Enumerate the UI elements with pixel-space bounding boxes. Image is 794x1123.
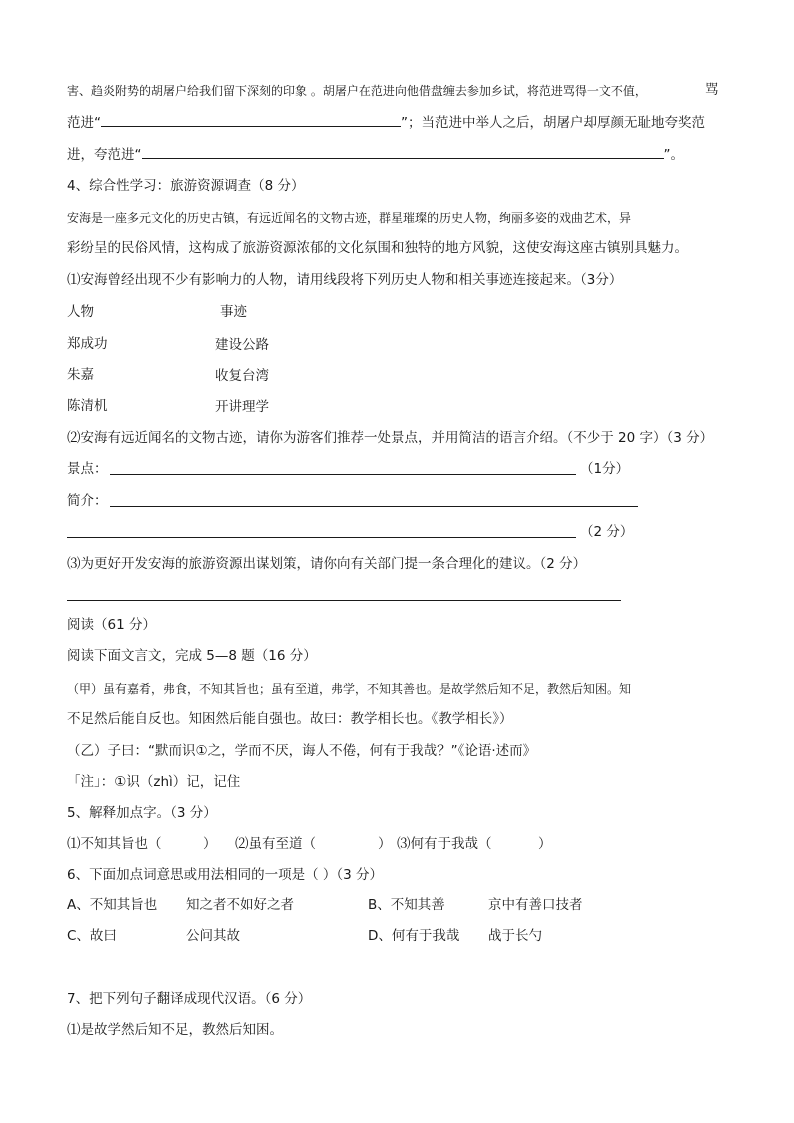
intro-label: 简介： [67,493,108,509]
q5-item-2: ⑵虽有至道（ [235,836,316,852]
q6-option-a[interactable]: A、不知其旨也 [67,897,158,913]
suggestion-answer-line[interactable] [67,600,621,601]
reading-instruction: 阅读下面文言文，完成 5—8 题（16 分） [67,648,317,664]
q6-option-d-example: 战于长勺 [488,928,542,944]
question-4-intro: 彩纷呈的民俗风情，这构成了旅游资源浓郁的文化氛围和独特的地方风貌，这使安海这座古镇别具魅力。 [67,240,688,256]
passage-yi: （乙）子曰：“默而识①之，学而不厌，诲人不倦，何有于我哉？”《论语·述而》 [67,743,537,759]
question-7-sub-1: ⑴是故学然后知不足，教然后知困。 [67,1022,283,1038]
answer-blank[interactable] [101,113,401,127]
answer-blank[interactable] [142,145,664,159]
text-line [67,82,647,100]
spot-answer-line[interactable] [110,474,576,475]
question-7-title: 7、把下列句子翻译成现代汉语。（6 分） [67,991,312,1007]
q6-option-d[interactable]: D、何有于我哉 [368,928,460,944]
intro-answer-line[interactable] [67,537,576,538]
question-5-title: 5、解释加点字。（3 分） [67,805,217,821]
text-fragment: 骂 [705,82,719,98]
q6-option-a-example: 知之者不如好之者 [186,897,294,913]
hu-tuhu-text: 害、趋炎附势的胡屠户给我们留下深刻的印象 。胡屠户在范进向他借盘缠去参加乡试，将范进骂得一文不值， [67,84,647,98]
q5-item-1-close: ） [203,836,217,852]
q5-item-1: ⑴不知其旨也（ [67,836,162,852]
spot-score: （1分） [580,461,630,477]
q5-item-2-close: ） [378,836,392,852]
question-4-sub-2: ⑵安海有远近闻名的文物古迹，请你为游客们推荐一处景点，并用简洁的语言介绍。（不少于 20 字）（3 分） [67,430,714,446]
person-item[interactable]: 陈清机 [67,398,108,414]
intro-answer-line[interactable] [110,506,638,507]
person-item[interactable]: 郑成功 [67,336,108,352]
q5-item-3-close: ） [538,836,552,852]
column-deed-header: 事迹 [220,304,247,320]
deed-item[interactable]: 开讲理学 [215,399,269,415]
q6-option-c[interactable]: C、故曰 [67,928,117,944]
passage-jia: （甲）虽有嘉肴，弗食，不知其旨也；虽有至道，弗学，不知其善也。是故学然后知不足，教然后知困。知 [67,682,632,696]
spot-label: 景点： [67,461,108,477]
reading-section-title: 阅读（61 分） [67,617,156,633]
question-6-title: 6、下面加点词意思或用法相同的一项是（ ）（3 分） [67,867,384,883]
question-4-sub-1: ⑴安海曾经出现不少有影响力的人物，请用线段将下列历史人物和相关事迹连接起来。（3分） [67,272,623,288]
intro-score: （2 分） [580,524,634,540]
text-line: 进，夸范进“ ”。 [67,147,684,163]
passage-note: 「注」：①识（zhì）记，记住 [67,774,241,790]
q5-item-3: ⑶何有于我哉（ [397,836,492,852]
q6-option-c-example: 公问其故 [186,928,240,944]
passage-jia: 不足然后能自反也。知困然后能自强也。故曰：教学相长也。《教学相长》） [67,711,513,727]
question-4-sub-3: ⑶为更好开发安海的旅游资源出谋划策，请你向有关部门提一条合理化的建议。（2 分） [67,556,587,572]
text-line: 范进“ ”；当范进中举人之后，胡屠户却厚颜无耻地夸奖范 [67,115,705,131]
deed-item[interactable]: 收复台湾 [215,368,269,384]
q6-option-b-example: 京中有善口技者 [488,897,583,913]
column-person-header: 人物 [67,304,94,320]
question-4-intro: 安海是一座多元文化的历史古镇，有远近闻名的文物古迹，群星璀璨的历史人物，绚丽多姿的戏曲艺术，异 [67,211,632,225]
q6-option-b[interactable]: B、不知其善 [368,897,445,913]
person-item[interactable]: 朱嘉 [67,367,94,383]
question-4-title: 4、综合性学习：旅游资源调查（8 分） [67,178,305,194]
deed-item[interactable]: 建设公路 [215,337,269,353]
